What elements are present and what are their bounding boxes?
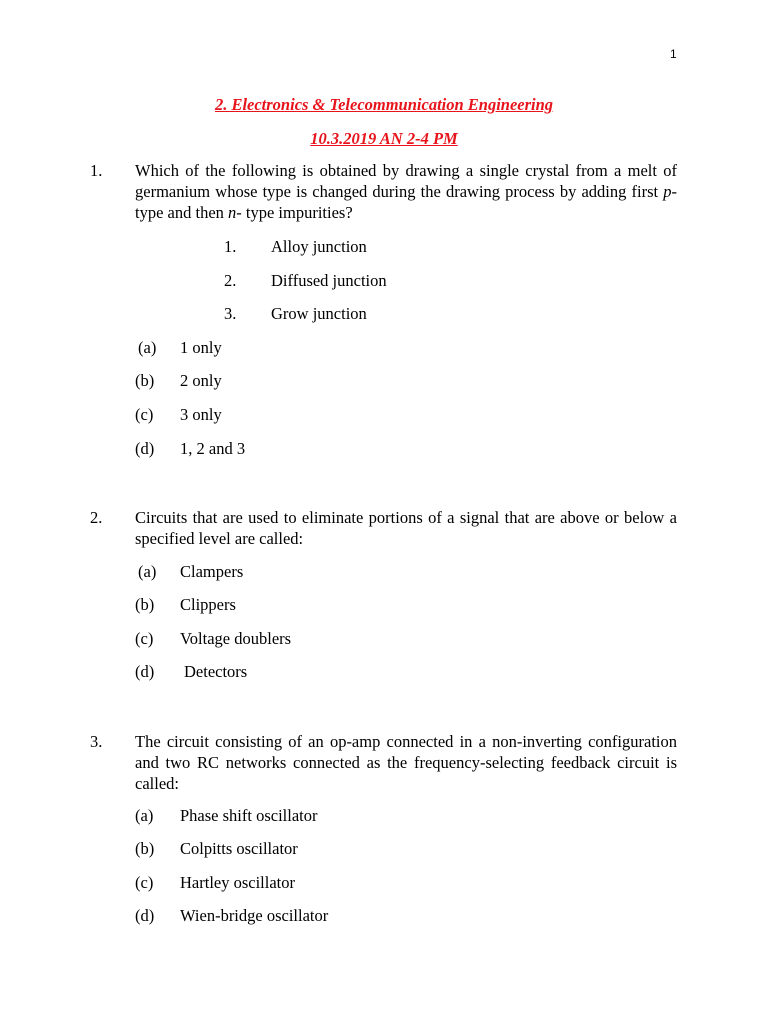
question-3-option-d-text: Wien-bridge oscillator <box>180 906 329 925</box>
question-3-option-b-letter: (b) <box>135 839 155 858</box>
question-1-text: Which of the following is obtained by drawing a single crystal from a melt of germanium whose type is changed during the drawing process by adding first p-type and then n- type impurities? <box>135 161 677 222</box>
question-3-option-a-text: Phase shift oscillator <box>180 806 318 825</box>
exam-date: 10.3.2019 AN 2-4 PM <box>310 129 458 148</box>
question-2-option-c-text: Voltage doublers <box>180 629 292 648</box>
question-1-option-b-text: 2 only <box>180 371 222 390</box>
question-1-option-c-text: 3 only <box>180 405 222 424</box>
question-2-option-a-letter: (a) <box>138 562 157 581</box>
question-1-item-1-number: 1. <box>224 237 237 256</box>
page-number: 1 <box>670 47 677 61</box>
question-3-option-c-letter: (c) <box>135 873 154 892</box>
question-1-option-a-text: 1 only <box>180 338 222 357</box>
question-2-option-b-letter: (b) <box>135 595 155 614</box>
question-1-item-2-text: Diffused junction <box>271 271 387 290</box>
question-2-text: Circuits that are used to eliminate portions of a signal that are above or below a specified level are called: <box>135 508 677 548</box>
question-1-item-2-number: 2. <box>224 271 237 290</box>
question-3-text: The circuit consisting of an op-amp connected in a non-inverting configuration and two RC networks connected as the frequency-selecting feedback circuit is called: <box>135 732 677 793</box>
question-1-option-b-letter: (b) <box>135 371 155 390</box>
question-3-number: 3. <box>90 732 103 751</box>
question-1-option-d-letter: (d) <box>135 439 155 458</box>
question-1-item-3-number: 3. <box>224 304 237 323</box>
question-1-item-1-text: Alloy junction <box>271 237 367 256</box>
question-2-number: 2. <box>90 508 103 527</box>
question-1-number: 1. <box>90 161 103 180</box>
question-2-option-d-text: Detectors <box>184 662 248 681</box>
question-2-option-d-letter: (d) <box>135 662 155 681</box>
question-2-option-a-text: Clampers <box>180 562 244 581</box>
question-1-option-c-letter: (c) <box>135 405 154 424</box>
question-3-option-b-text: Colpitts oscillator <box>180 839 298 858</box>
question-1-item-3-text: Grow junction <box>271 304 367 323</box>
question-1-option-a-letter: (a) <box>138 338 157 357</box>
question-3-option-c-text: Hartley oscillator <box>180 873 296 892</box>
question-2-option-b-text: Clippers <box>180 595 236 614</box>
question-3-option-a-letter: (a) <box>135 806 154 825</box>
document-title: 2. Electronics & Telecommunication Engineering <box>214 95 554 114</box>
question-1-option-d-text: 1, 2 and 3 <box>180 439 246 458</box>
question-3-option-d-letter: (d) <box>135 906 155 925</box>
question-2-option-c-letter: (c) <box>135 629 154 648</box>
